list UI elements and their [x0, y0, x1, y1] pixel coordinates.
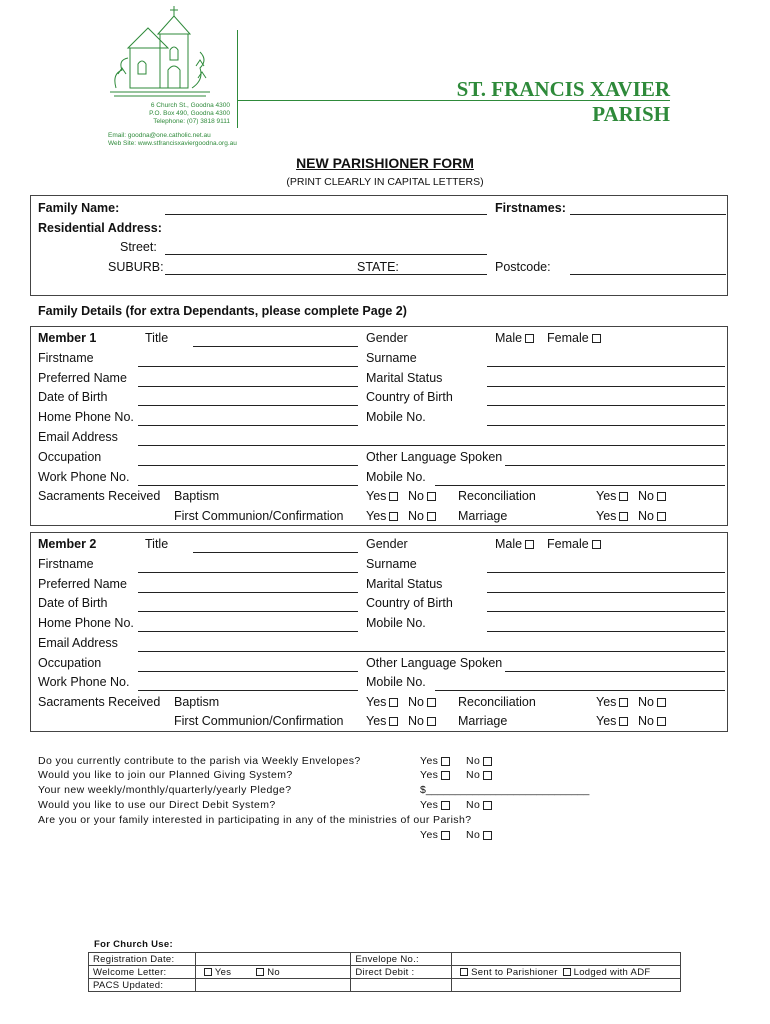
- title-field[interactable]: [193, 552, 358, 553]
- no-label: No: [408, 714, 424, 728]
- yes-label: Yes: [214, 966, 232, 978]
- female-label: Female: [547, 331, 589, 345]
- checkbox[interactable]: [619, 698, 628, 707]
- checkbox[interactable]: [619, 717, 628, 726]
- surname-field[interactable]: [487, 366, 725, 367]
- table-row: [89, 953, 681, 966]
- pledge-amount-field[interactable]: $____________________________: [420, 784, 590, 796]
- no-label: No: [466, 755, 481, 767]
- checkbox[interactable]: [441, 831, 450, 840]
- marriage-label: Marriage: [458, 509, 508, 523]
- no-label: No: [638, 714, 654, 728]
- marital-status-label: Marital Status: [366, 371, 443, 385]
- empty-cell: [351, 979, 452, 992]
- baptism-no[interactable]: [408, 695, 436, 709]
- no-label: No: [466, 829, 481, 841]
- no-label: No: [638, 489, 654, 503]
- q1-no[interactable]: [466, 755, 492, 767]
- form-subtitle: (PRINT CLEARLY IN CAPITAL LETTERS): [286, 176, 484, 188]
- female-option[interactable]: [547, 537, 601, 551]
- welcome-yes[interactable]: [204, 967, 231, 978]
- occupation-field[interactable]: [138, 465, 358, 466]
- lodged-with-adf-label: Lodged with ADF: [573, 966, 651, 978]
- checkbox[interactable]: [657, 717, 666, 726]
- checkbox[interactable]: [657, 512, 666, 521]
- marital-status-field[interactable]: [487, 592, 725, 593]
- firstname-field[interactable]: [138, 366, 358, 367]
- suburb-label: SUBURB:: [108, 260, 164, 274]
- checkbox[interactable]: [619, 492, 628, 501]
- communion-no[interactable]: [408, 509, 436, 523]
- direct-debit-options: [452, 966, 681, 979]
- direct-debit-label: Direct Debit :: [351, 966, 452, 979]
- family-name-label: Family Name:: [38, 201, 120, 215]
- communion-yes[interactable]: [366, 714, 398, 728]
- firstname-field[interactable]: [138, 572, 358, 573]
- welcome-letter-options: [195, 966, 351, 979]
- yes-label: Yes: [596, 695, 617, 709]
- sacraments-label: Sacraments Received: [38, 489, 161, 503]
- surname-label: Surname: [366, 351, 417, 365]
- header-vertical-rule: [237, 30, 238, 128]
- male-option[interactable]: [495, 331, 534, 345]
- mobile2-label: Mobile No.: [366, 675, 426, 689]
- mobile2-label: Mobile No.: [366, 470, 426, 484]
- yes-label: Yes: [596, 714, 617, 728]
- family-details-heading: Family Details (for extra Dependants, please complete Page 2): [38, 304, 407, 318]
- parish-contact: [108, 132, 237, 148]
- other-language-field[interactable]: [505, 671, 725, 672]
- table-row: [89, 979, 681, 992]
- baptism-yes[interactable]: [366, 489, 398, 503]
- email-label: Email Address: [38, 636, 118, 650]
- street-field[interactable]: [165, 254, 487, 255]
- address-line: P.O. Box 490, Goodna 4300: [149, 110, 230, 117]
- no-label: No: [408, 509, 424, 523]
- sent-to-parishioner-label: Sent to Parishioner: [471, 966, 558, 978]
- member-heading: Member 1: [38, 331, 97, 345]
- q5-yes[interactable]: [420, 829, 450, 841]
- gender-label: Gender: [366, 331, 408, 345]
- country-label: Country of Birth: [366, 596, 453, 610]
- firstname-label: Firstname: [38, 351, 94, 365]
- church-illustration-icon: [108, 4, 212, 100]
- parish-name-line-2: PARISH: [592, 102, 670, 126]
- question-envelopes: Do you currently contribute to the parish via Weekly Envelopes?: [38, 755, 361, 767]
- mobile-field[interactable]: [487, 631, 725, 632]
- preferred-name-field[interactable]: [138, 386, 358, 387]
- yes-label: Yes: [366, 509, 387, 523]
- sent-to-parishioner-option[interactable]: [460, 967, 558, 978]
- mobile2-field[interactable]: [435, 485, 725, 486]
- checkbox[interactable]: [657, 492, 666, 501]
- communion-label: First Communion/Confirmation: [174, 509, 344, 523]
- no-label: No: [267, 966, 280, 978]
- question-direct-debit: Would you like to use our Direct Debit System?: [38, 799, 276, 811]
- work-phone-field[interactable]: [138, 485, 358, 486]
- no-label: No: [466, 769, 481, 781]
- communion-yes[interactable]: [366, 509, 398, 523]
- parish-address: [110, 102, 230, 126]
- home-phone-label: Home Phone No.: [38, 616, 134, 630]
- preferred-name-field[interactable]: [138, 592, 358, 593]
- no-label: No: [466, 799, 481, 811]
- yes-label: Yes: [420, 755, 439, 767]
- postcode-field[interactable]: [570, 274, 726, 275]
- checkbox[interactable]: [441, 757, 450, 766]
- question-planned-giving: Would you like to join our Planned Giving System?: [38, 769, 293, 781]
- church-use-table: [88, 952, 681, 992]
- q2-no[interactable]: [466, 769, 492, 781]
- q2-yes[interactable]: [420, 769, 450, 781]
- yes-label: Yes: [420, 769, 439, 781]
- dob-field[interactable]: [138, 611, 358, 612]
- registration-date-label: Registration Date:: [89, 953, 196, 966]
- checkbox[interactable]: [441, 771, 450, 780]
- dob-label: Date of Birth: [38, 390, 108, 404]
- baptism-yes[interactable]: [366, 695, 398, 709]
- reconciliation-yes[interactable]: [596, 489, 628, 503]
- reconciliation-yes[interactable]: [596, 695, 628, 709]
- q1-yes[interactable]: [420, 755, 450, 767]
- checkbox[interactable]: [483, 801, 492, 810]
- address-line: 6 Church St., Goodna 4300: [150, 102, 230, 109]
- yes-label: Yes: [366, 489, 387, 503]
- postcode-label: Postcode:: [495, 260, 551, 274]
- marriage-label: Marriage: [458, 714, 508, 728]
- mobile2-field[interactable]: [435, 690, 725, 691]
- occupation-field[interactable]: [138, 671, 358, 672]
- checkbox[interactable]: [389, 512, 398, 521]
- checkbox[interactable]: [204, 968, 212, 976]
- church-use-heading: For Church Use:: [94, 939, 173, 950]
- checkbox[interactable]: [460, 968, 468, 976]
- home-phone-field[interactable]: [138, 425, 358, 426]
- male-checkbox[interactable]: [525, 334, 534, 343]
- yes-label: Yes: [366, 714, 387, 728]
- home-phone-field[interactable]: [138, 631, 358, 632]
- female-label: Female: [547, 537, 589, 551]
- website-line: Web Site: www.stfrancisxaviergoodna.org.au: [108, 140, 237, 147]
- table-row: [89, 966, 681, 979]
- checkbox[interactable]: [657, 698, 666, 707]
- mobile-field[interactable]: [487, 425, 725, 426]
- envelope-no-field[interactable]: [452, 953, 681, 966]
- firstnames-label: Firstnames:: [495, 201, 566, 215]
- yes-label: Yes: [420, 829, 439, 841]
- yes-label: Yes: [596, 489, 617, 503]
- envelope-no-label: Envelope No.:: [351, 953, 452, 966]
- male-label: Male: [495, 331, 523, 345]
- family-name-field[interactable]: [165, 214, 487, 215]
- marriage-yes[interactable]: [596, 509, 628, 523]
- occupation-label: Occupation: [38, 656, 102, 670]
- baptism-label: Baptism: [174, 695, 220, 709]
- work-phone-field[interactable]: [138, 690, 358, 691]
- address-line: Telephone: (07) 3818 9111: [153, 118, 230, 125]
- marriage-no[interactable]: [638, 509, 666, 523]
- welcome-no[interactable]: [256, 967, 280, 978]
- male-option[interactable]: [495, 537, 534, 551]
- checkbox[interactable]: [427, 698, 436, 707]
- baptism-no[interactable]: [408, 489, 436, 503]
- q5-no[interactable]: [466, 829, 492, 841]
- dob-field[interactable]: [138, 405, 358, 406]
- form-title: NEW PARISHIONER FORM: [296, 155, 474, 171]
- no-label: No: [638, 695, 654, 709]
- yes-label: Yes: [420, 799, 439, 811]
- gender-label: Gender: [366, 537, 408, 551]
- occupation-label: Occupation: [38, 450, 102, 464]
- reconciliation-label: Reconciliation: [458, 489, 536, 503]
- checkbox[interactable]: [427, 492, 436, 501]
- preferred-name-label: Preferred Name: [38, 577, 127, 591]
- other-language-label: Other Language Spoken: [366, 450, 503, 464]
- checkbox[interactable]: [563, 968, 571, 976]
- male-checkbox[interactable]: [525, 540, 534, 549]
- checkbox[interactable]: [619, 512, 628, 521]
- surname-label: Surname: [366, 557, 417, 571]
- checkbox[interactable]: [483, 757, 492, 766]
- q4-no[interactable]: [466, 799, 492, 811]
- parish-name-line-1: ST. FRANCIS XAVIER: [456, 77, 670, 101]
- preferred-name-label: Preferred Name: [38, 371, 127, 385]
- question-pledge: Your new weekly/monthly/quarterly/yearly Pledge?: [38, 784, 292, 796]
- suburb-field[interactable]: [165, 274, 487, 275]
- yes-label: Yes: [596, 509, 617, 523]
- other-language-label: Other Language Spoken: [366, 656, 503, 670]
- checkbox[interactable]: [389, 698, 398, 707]
- yes-label: Yes: [366, 695, 387, 709]
- work-phone-label: Work Phone No.: [38, 470, 130, 484]
- work-phone-label: Work Phone No.: [38, 675, 130, 689]
- female-checkbox[interactable]: [592, 540, 601, 549]
- firstname-label: Firstname: [38, 557, 94, 571]
- question-ministries: Are you or your family interested in participating in any of the ministries of our Parish?: [38, 814, 472, 826]
- sacraments-label: Sacraments Received: [38, 695, 161, 709]
- email-line: Email: goodna@one.catholic.net.au: [108, 132, 211, 139]
- title-label: Title: [145, 331, 169, 345]
- communion-label: First Communion/Confirmation: [174, 714, 344, 728]
- dob-label: Date of Birth: [38, 596, 108, 610]
- female-checkbox[interactable]: [592, 334, 601, 343]
- marital-status-field[interactable]: [487, 386, 725, 387]
- home-phone-label: Home Phone No.: [38, 410, 134, 424]
- mobile-label: Mobile No.: [366, 410, 426, 424]
- reconciliation-no[interactable]: [638, 489, 666, 503]
- lodged-with-adf-option[interactable]: [563, 967, 651, 978]
- checkbox[interactable]: [256, 968, 264, 976]
- parish-logo: [108, 4, 212, 100]
- parish-name: [457, 78, 670, 100]
- no-label: No: [408, 695, 424, 709]
- state-label: STATE:: [357, 260, 399, 274]
- communion-no[interactable]: [408, 714, 436, 728]
- member-heading: Member 2: [38, 537, 97, 551]
- reconciliation-label: Reconciliation: [458, 695, 536, 709]
- marriage-no[interactable]: [638, 714, 666, 728]
- checkbox[interactable]: [483, 771, 492, 780]
- checkbox[interactable]: [427, 717, 436, 726]
- checkbox[interactable]: [427, 512, 436, 521]
- email-field[interactable]: [138, 651, 725, 652]
- country-field[interactable]: [487, 405, 725, 406]
- checkbox[interactable]: [441, 801, 450, 810]
- country-label: Country of Birth: [366, 390, 453, 404]
- country-field[interactable]: [487, 611, 725, 612]
- reconciliation-no[interactable]: [638, 695, 666, 709]
- pacs-updated-label: PACS Updated:: [89, 979, 196, 992]
- marital-status-label: Marital Status: [366, 577, 443, 591]
- pacs-updated-field[interactable]: [195, 979, 351, 992]
- residential-address-label: Residential Address:: [38, 221, 162, 235]
- registration-date-field[interactable]: [195, 953, 351, 966]
- checkbox[interactable]: [389, 492, 398, 501]
- checkbox[interactable]: [483, 831, 492, 840]
- email-label: Email Address: [38, 430, 118, 444]
- q4-yes[interactable]: [420, 799, 450, 811]
- no-label: No: [638, 509, 654, 523]
- no-label: No: [408, 489, 424, 503]
- checkbox[interactable]: [389, 717, 398, 726]
- street-label: Street:: [120, 240, 157, 254]
- email-field[interactable]: [138, 445, 725, 446]
- surname-field[interactable]: [487, 572, 725, 573]
- male-label: Male: [495, 537, 523, 551]
- female-option[interactable]: [547, 331, 601, 345]
- title-field[interactable]: [193, 346, 358, 347]
- baptism-label: Baptism: [174, 489, 220, 503]
- marriage-yes[interactable]: [596, 714, 628, 728]
- title-label: Title: [145, 537, 169, 551]
- empty-cell: [452, 979, 681, 992]
- firstnames-field[interactable]: [570, 214, 726, 215]
- welcome-letter-label: Welcome Letter:: [89, 966, 196, 979]
- other-language-field[interactable]: [505, 465, 725, 466]
- mobile-label: Mobile No.: [366, 616, 426, 630]
